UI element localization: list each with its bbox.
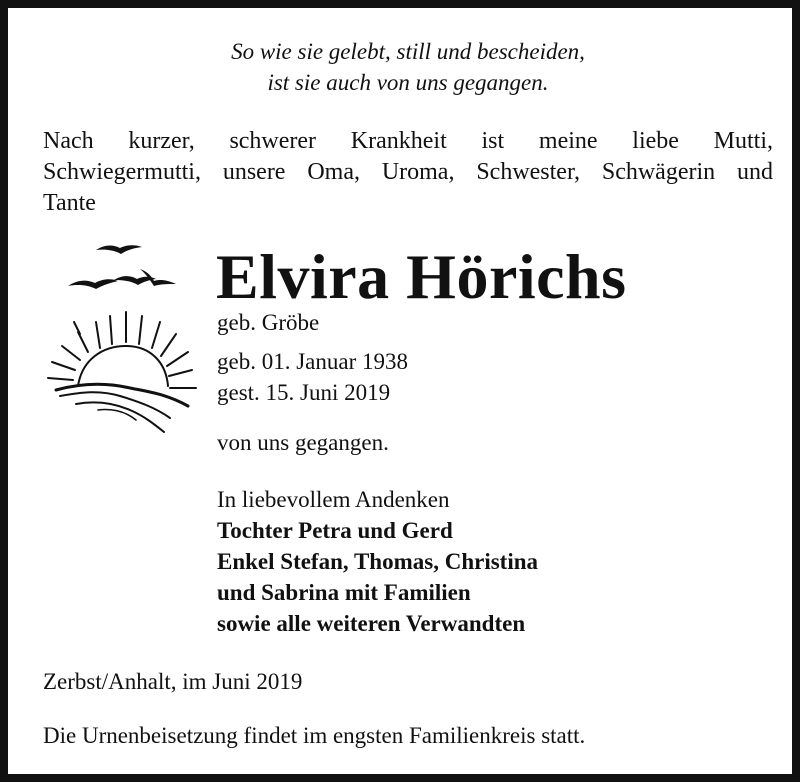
sunset-birds-icon — [38, 236, 208, 436]
death-date: gest. 15. Juni 2019 — [217, 380, 391, 405]
deceased-name: Elvira Hörichs — [216, 241, 627, 312]
intro-line-1: Nach kurzer, schwerer Krankheit ist meine liebe Mutti, — [43, 128, 773, 154]
life-dates — [217, 346, 408, 408]
mourner-line: Tochter Petra und Gerd — [217, 518, 453, 543]
passed-away-text: von uns gegangen. — [217, 430, 389, 455]
motto-line-1: So wie sie gelebt, still und bescheiden, — [231, 39, 585, 64]
birth-name: geb. Gröbe — [217, 310, 320, 335]
place-and-date: Zerbst/Anhalt, im Juni 2019 — [43, 669, 303, 694]
mourners-block — [217, 484, 538, 639]
mourner-line: und Sabrina mit Familien — [217, 580, 471, 605]
motto-line-2: ist sie auch von uns gegangen. — [267, 70, 549, 95]
motto-verse — [8, 36, 800, 98]
birth-date: geb. 01. Januar 1938 — [217, 349, 408, 374]
burial-note: Die Urnenbeisetzung findet im engsten Familienkreis statt. — [43, 723, 586, 748]
intro-text — [43, 126, 773, 219]
mourner-line: Enkel Stefan, Thomas, Christina — [217, 549, 539, 574]
intro-line-3: Tante — [43, 190, 96, 216]
intro-line-2: Schwiegermutti, unsere Oma, Uroma, Schwester, Schwägerin und — [43, 159, 773, 185]
mourners-heading: In liebevollem Andenken — [217, 487, 450, 512]
mourner-line: sowie alle weiteren Verwandten — [217, 611, 526, 636]
